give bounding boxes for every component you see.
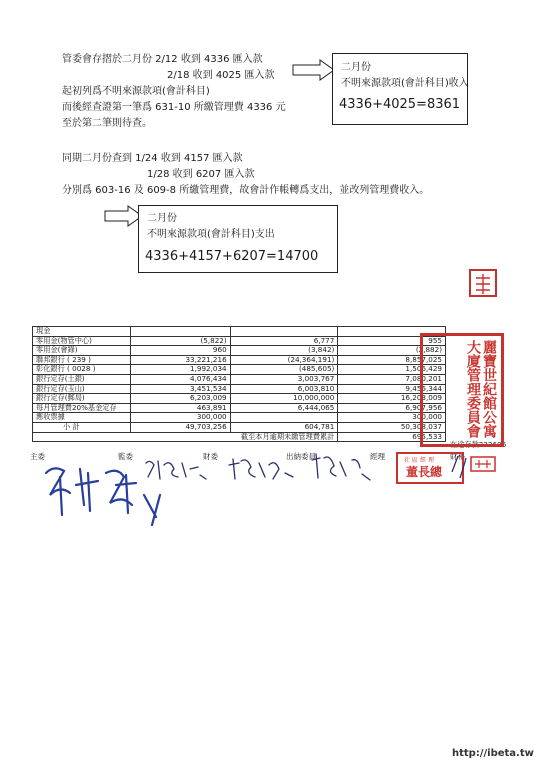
table-row bbox=[33, 413, 446, 423]
table-row bbox=[33, 365, 446, 375]
cell: 9,455,344 bbox=[338, 384, 446, 394]
cell: (24,364,191) bbox=[230, 355, 338, 365]
cell: 300,000 bbox=[338, 413, 446, 423]
cell: (3,842) bbox=[230, 346, 338, 356]
cell: 3,003,767 bbox=[230, 374, 338, 384]
stamp-label: 社區經理 bbox=[404, 457, 437, 464]
handwritten-date-mark bbox=[448, 452, 470, 482]
note-formula: 4336+4157+6207=14700 bbox=[145, 249, 319, 264]
note-box-expense bbox=[138, 205, 338, 273]
cell: 955 bbox=[338, 336, 446, 346]
cell: 1,506,429 bbox=[338, 365, 446, 375]
supervisor-signature bbox=[140, 455, 220, 485]
arrears-row bbox=[33, 432, 446, 442]
cell: 10,000,000 bbox=[230, 394, 338, 404]
cell: 463,891 bbox=[130, 403, 230, 413]
small-seal-stamp bbox=[470, 456, 496, 472]
in-transit-deposit-note: 在途存款222606 bbox=[450, 440, 507, 449]
cell: 49,703,256 bbox=[130, 422, 230, 432]
row-label: 零用金(會錄) bbox=[33, 346, 131, 356]
arrears-amount: 695,533 bbox=[412, 431, 442, 441]
role-label: 財委 bbox=[203, 452, 218, 461]
cell: 6,444,065 bbox=[230, 403, 338, 413]
row-label: 銀行定存(郵局) bbox=[33, 394, 131, 404]
row-label: 應收票據 bbox=[33, 413, 131, 423]
memo-line: 至於第二筆則待查。 bbox=[62, 118, 152, 129]
seal-text: 麗寶世紀館公寓大廈管理委員會 bbox=[465, 340, 497, 438]
row-label: 小 計 bbox=[33, 422, 131, 432]
cell: 4,076,434 bbox=[130, 374, 230, 384]
table-header: 現金 bbox=[33, 327, 131, 337]
cell: 6,003,810 bbox=[230, 384, 338, 394]
note-formula: 4336+4025=8361 bbox=[339, 97, 461, 112]
cell: 6,907,956 bbox=[338, 403, 446, 413]
cell: (5,822) bbox=[130, 336, 230, 346]
row-label: 彰化銀行 ( 0028 ) bbox=[33, 365, 131, 375]
cell: 6,203,009 bbox=[130, 394, 230, 404]
cell: 604,781 bbox=[230, 422, 338, 432]
cashier-signature bbox=[308, 452, 378, 484]
cell: 8,857,025 bbox=[338, 355, 446, 365]
memo-line: 同期二月份查到 1/24 收到 4157 匯入款 bbox=[62, 153, 243, 164]
note-account: 不明來源款項(會計科目)支出 bbox=[147, 229, 275, 240]
row-label: 零用金(物管中心) bbox=[33, 336, 131, 346]
memo-line: 而後經查證第一筆爲 631-10 所繳管理費 4336 元 bbox=[62, 102, 286, 113]
memo-line: 1/28 收到 6207 匯入款 bbox=[147, 169, 255, 180]
cell: 300,000 bbox=[130, 413, 230, 423]
cell: 33,221,216 bbox=[130, 355, 230, 365]
table-header-row bbox=[33, 327, 446, 337]
table-row bbox=[33, 346, 446, 356]
role-label: 監委 bbox=[118, 452, 133, 461]
memo-line: 管委會存摺於二月份 2/12 收到 4336 匯入款 bbox=[62, 54, 263, 65]
row-label: 銀行定存(玉山) bbox=[33, 384, 131, 394]
note-month: 二月份 bbox=[147, 213, 177, 224]
table-row bbox=[33, 384, 446, 394]
management-committee-seal bbox=[420, 333, 504, 447]
row-label: 聯邦銀行 ( 239 ) bbox=[33, 355, 131, 365]
cell: 7,080,201 bbox=[338, 374, 446, 384]
role-label: 經理 bbox=[370, 452, 385, 461]
finance-signature bbox=[225, 455, 305, 485]
subtotal-row bbox=[33, 422, 446, 432]
small-seal-stamp bbox=[468, 268, 498, 298]
arrears-label: 截至本月逾期未繳管理費累計 bbox=[33, 432, 338, 442]
role-label: 出納委員 bbox=[286, 452, 316, 461]
cell: (485,605) bbox=[230, 365, 338, 375]
cell: 1,992,034 bbox=[130, 365, 230, 375]
cell: (2,882) bbox=[338, 346, 446, 356]
note-account: 不明來源款項(會計科目)收入 bbox=[341, 78, 469, 89]
table-row bbox=[33, 394, 446, 404]
note-box-income bbox=[332, 53, 468, 125]
row-label: 每月管理費20%基金定存 bbox=[33, 403, 131, 413]
table-row bbox=[33, 403, 446, 413]
note-month: 二月份 bbox=[341, 62, 371, 73]
cell: 960 bbox=[130, 346, 230, 356]
memo-line: 2/18 收到 4025 匯入款 bbox=[167, 70, 275, 81]
cell bbox=[230, 413, 338, 423]
right-arrow-icon bbox=[292, 59, 336, 81]
memo-line: 起初列爲不明來源款項(會計科目) bbox=[62, 86, 210, 97]
cell: 16,203,009 bbox=[338, 394, 446, 404]
cell: 50,308,037 bbox=[338, 422, 446, 432]
role-label: 財秘 bbox=[450, 452, 465, 461]
watermark: http://ibeta.tw bbox=[452, 748, 534, 759]
stamp-name: 董長總 bbox=[406, 465, 443, 479]
cash-balance-table bbox=[32, 326, 446, 442]
table-row bbox=[33, 336, 446, 346]
row-label: 銀行定存(土銀) bbox=[33, 374, 131, 384]
cell: 6,777 bbox=[230, 336, 338, 346]
table-row bbox=[33, 374, 446, 384]
cell: 3,451,534 bbox=[130, 384, 230, 394]
memo-line: 分別爲 603-16 及 609-8 所繳管理費，故會計作帳轉爲支出，並改列管理費收入。 bbox=[62, 185, 430, 196]
role-label: 主委 bbox=[30, 452, 45, 461]
